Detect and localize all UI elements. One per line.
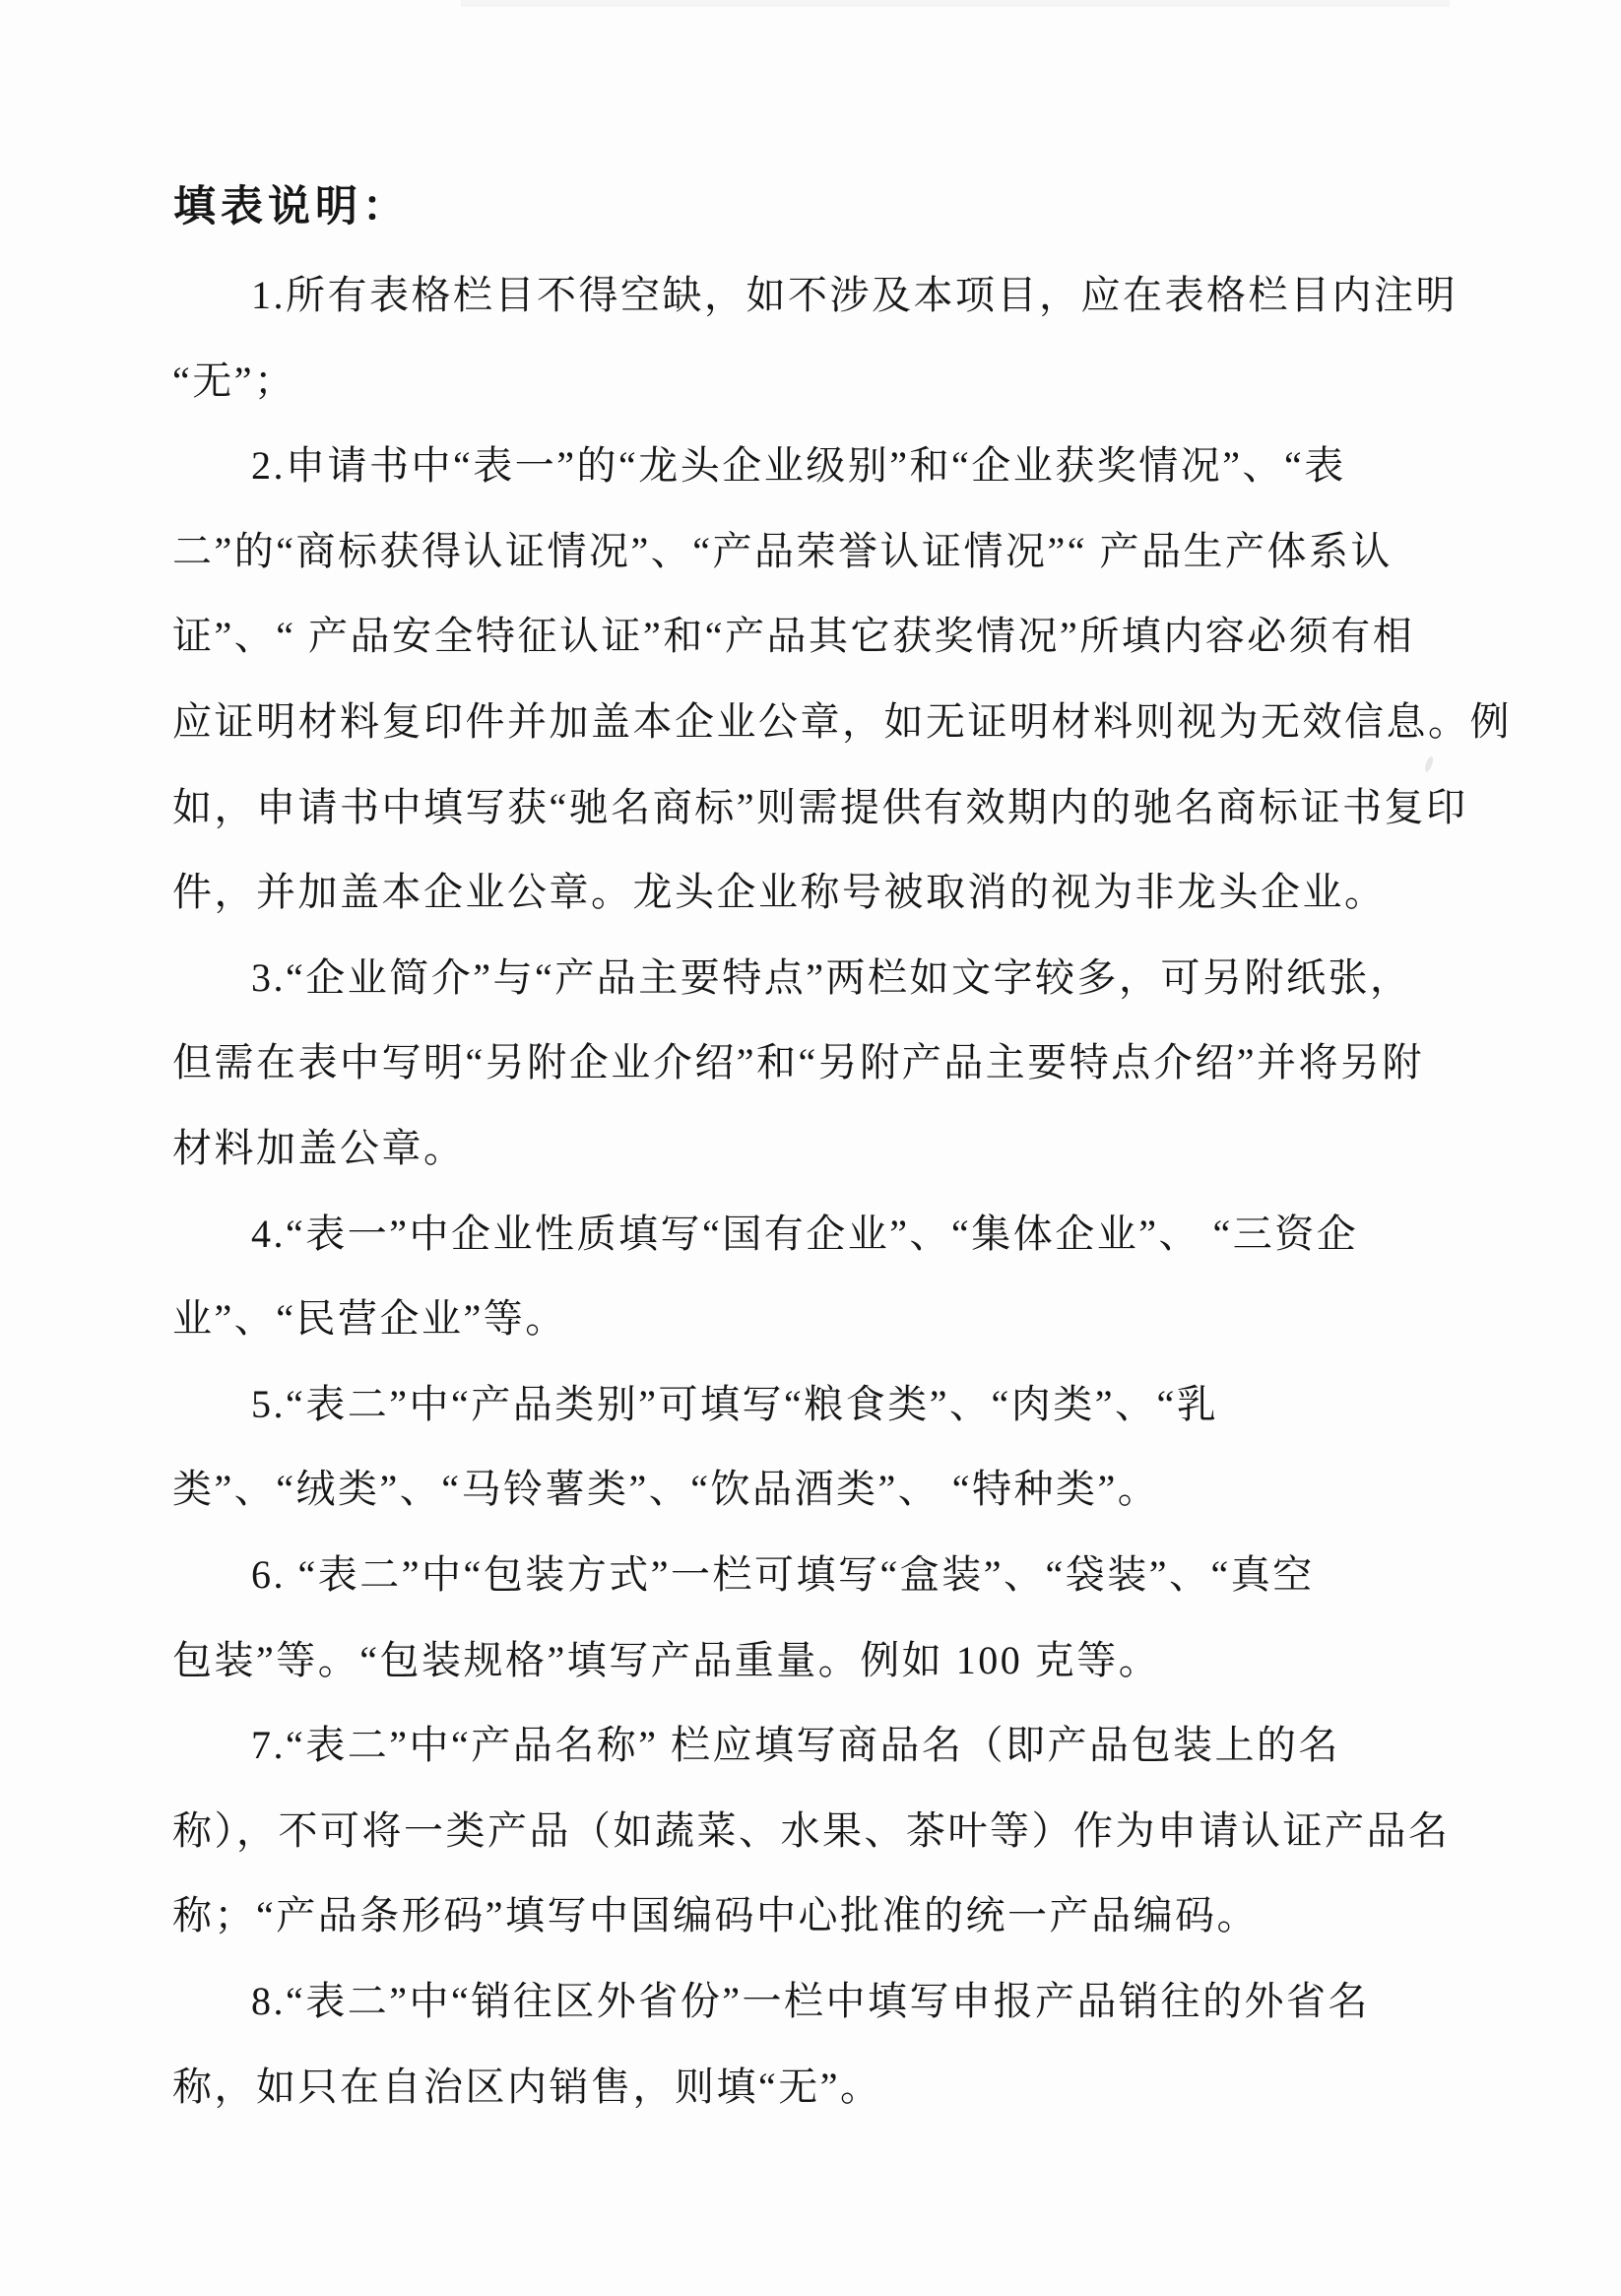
text-line: 4.“表一”中企业性质填写“国有企业”、“集体企业”、 “三资企 <box>251 1212 1359 1256</box>
text-line: 材料加盖公章。 <box>172 1126 466 1170</box>
text-line: 2.申请书中“表一”的“龙头企业级别”和“企业获奖情况”、“表 <box>251 443 1346 488</box>
text-line: 但需在表中写明“另附企业介绍”和“另附产品主要特点介绍”并将另附 <box>172 1040 1425 1084</box>
text-line: 业”、“民营企业”等。 <box>172 1296 567 1341</box>
text-line: 二”的“商标获得认证情况”、“产品荣誉认证情况”“ 产品生产体系认 <box>172 529 1394 573</box>
scan-artifact-speck <box>1424 755 1435 772</box>
text-line: “无”； <box>172 359 296 403</box>
text-line: 称，如只在自治区内销售，则填“无”。 <box>172 2065 882 2109</box>
text-line: 件，并加盖本企业公章。龙头企业称号被取消的视为非龙头企业。 <box>172 870 1387 914</box>
text-line: 类”、“绒类”、“马铃薯类”、“饮品酒类”、 “特种类”。 <box>172 1467 1160 1511</box>
text-line: 称），不可将一类产品（如蔬菜、水果、茶叶等）作为申请认证产品名 <box>172 1808 1451 1853</box>
text-line: 1.所有表格栏目不得空缺，如不涉及本项目，应在表格栏目内注明 <box>251 273 1458 317</box>
text-line: 8.“表二”中“销往区外省份”一栏中填写申报产品销往的外省名 <box>251 1979 1371 2023</box>
page-title: 填表说明： <box>173 184 410 230</box>
text-line: 证”、“ 产品安全特征认证”和“产品其它获奖情况”所填内容必须有相 <box>172 614 1415 658</box>
text-line: 应证明材料复印件并加盖本企业公章，如无证明材料则视为无效信息。例 <box>172 699 1512 744</box>
text-line: 6. “表二”中“包装方式”一栏可填写“盒装”、“袋装”、“真空 <box>251 1552 1315 1597</box>
text-line: 称；“产品条形码”填写中国编码中心批准的统一产品编码。 <box>172 1893 1260 1937</box>
text-line: 7.“表二”中“产品名称” 栏应填写商品名（即产品包装上的名 <box>251 1723 1341 1767</box>
text-line: 如，申请书中填写获“驰名商标”则需提供有效期内的驰名商标证书复印 <box>172 785 1468 829</box>
text-line: 包装”等。“包装规格”填写产品重量。例如 100 克等。 <box>172 1638 1161 1682</box>
text-line: 3.“企业简介”与“产品主要特点”两栏如文字较多，可另附纸张， <box>251 955 1412 1000</box>
scan-artifact-band <box>461 0 1450 7</box>
text-line: 5.“表二”中“产品类别”可填写“粮食类”、“肉类”、“乳 <box>251 1382 1219 1426</box>
